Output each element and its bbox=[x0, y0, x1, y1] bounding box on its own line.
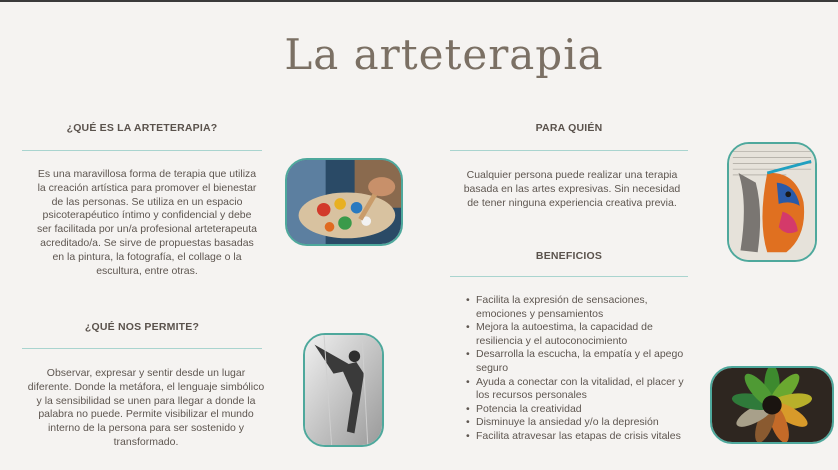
list-item: • Facilita atravesar las etapas de crisis vitales bbox=[466, 430, 692, 444]
text-permite: Observar, expresar y sentir desde un lugar diferente. Donde la metáfora, el lenguaje simbólico y la sensibilidad se unen para llegar a donde la palabra no puede. Permite visibilizar el mundo interno de la persona para ser sostenido y transformado. bbox=[27, 367, 265, 448]
list-item: • Disminuye la ansiedad y/o la depresión bbox=[466, 416, 692, 430]
list-item: • Ayuda a conectar con la vitalidad, el placer y los recursos personales bbox=[466, 376, 692, 403]
text-para-quien: Cualquier persona puede realizar una terapia basada en las artes expresivas. Sin necesidad de tener ninguna experiencia creativa previa. bbox=[463, 169, 681, 209]
divider-que-es bbox=[22, 150, 262, 151]
list-item: • Potencia la creatividad bbox=[466, 403, 692, 417]
top-border bbox=[0, 0, 838, 2]
list-item: • Facilita la expresión de sensaciones, emociones y pensamientos bbox=[466, 294, 692, 321]
dancer-silhouette-photo bbox=[303, 333, 384, 447]
text-que-es: Es una maravillosa forma de terapia que utiliza la creación artística para promover el bienestar de las personas. Se utiliza en un espacio psicoterapéutico íntimo y confidencial y debe ser facilitada por un/a profesional arteterapeuta acreditado/a. Se sirve de propuestas basadas en la pintura, la fotografía, el collage o la escultura, entre otras. bbox=[36, 168, 258, 277]
heading-permite: ¿QUÉ NOS PERMITE? bbox=[84, 321, 200, 333]
list-item: • Desarrolla la escucha, la empatía y el apego seguro bbox=[466, 348, 692, 375]
heading-que-es: ¿QUÉ ES LA ARTETERAPIA? bbox=[66, 122, 218, 134]
divider-beneficios bbox=[450, 276, 688, 277]
collage-face-artwork bbox=[727, 142, 817, 262]
divider-para-quien bbox=[450, 150, 688, 151]
benefits-list bbox=[466, 294, 692, 444]
page-title: La arteterapia bbox=[284, 30, 604, 79]
divider-permite bbox=[22, 348, 262, 349]
heading-beneficios: BENEFICIOS bbox=[535, 250, 603, 262]
heading-para-quien: PARA QUIÉN bbox=[535, 122, 603, 134]
painting-palette-photo bbox=[285, 158, 403, 246]
list-item: • Mejora la autoestima, la capacidad de resiliencia y el autoconocimiento bbox=[466, 321, 692, 348]
leaf-flower-photo bbox=[710, 366, 834, 444]
